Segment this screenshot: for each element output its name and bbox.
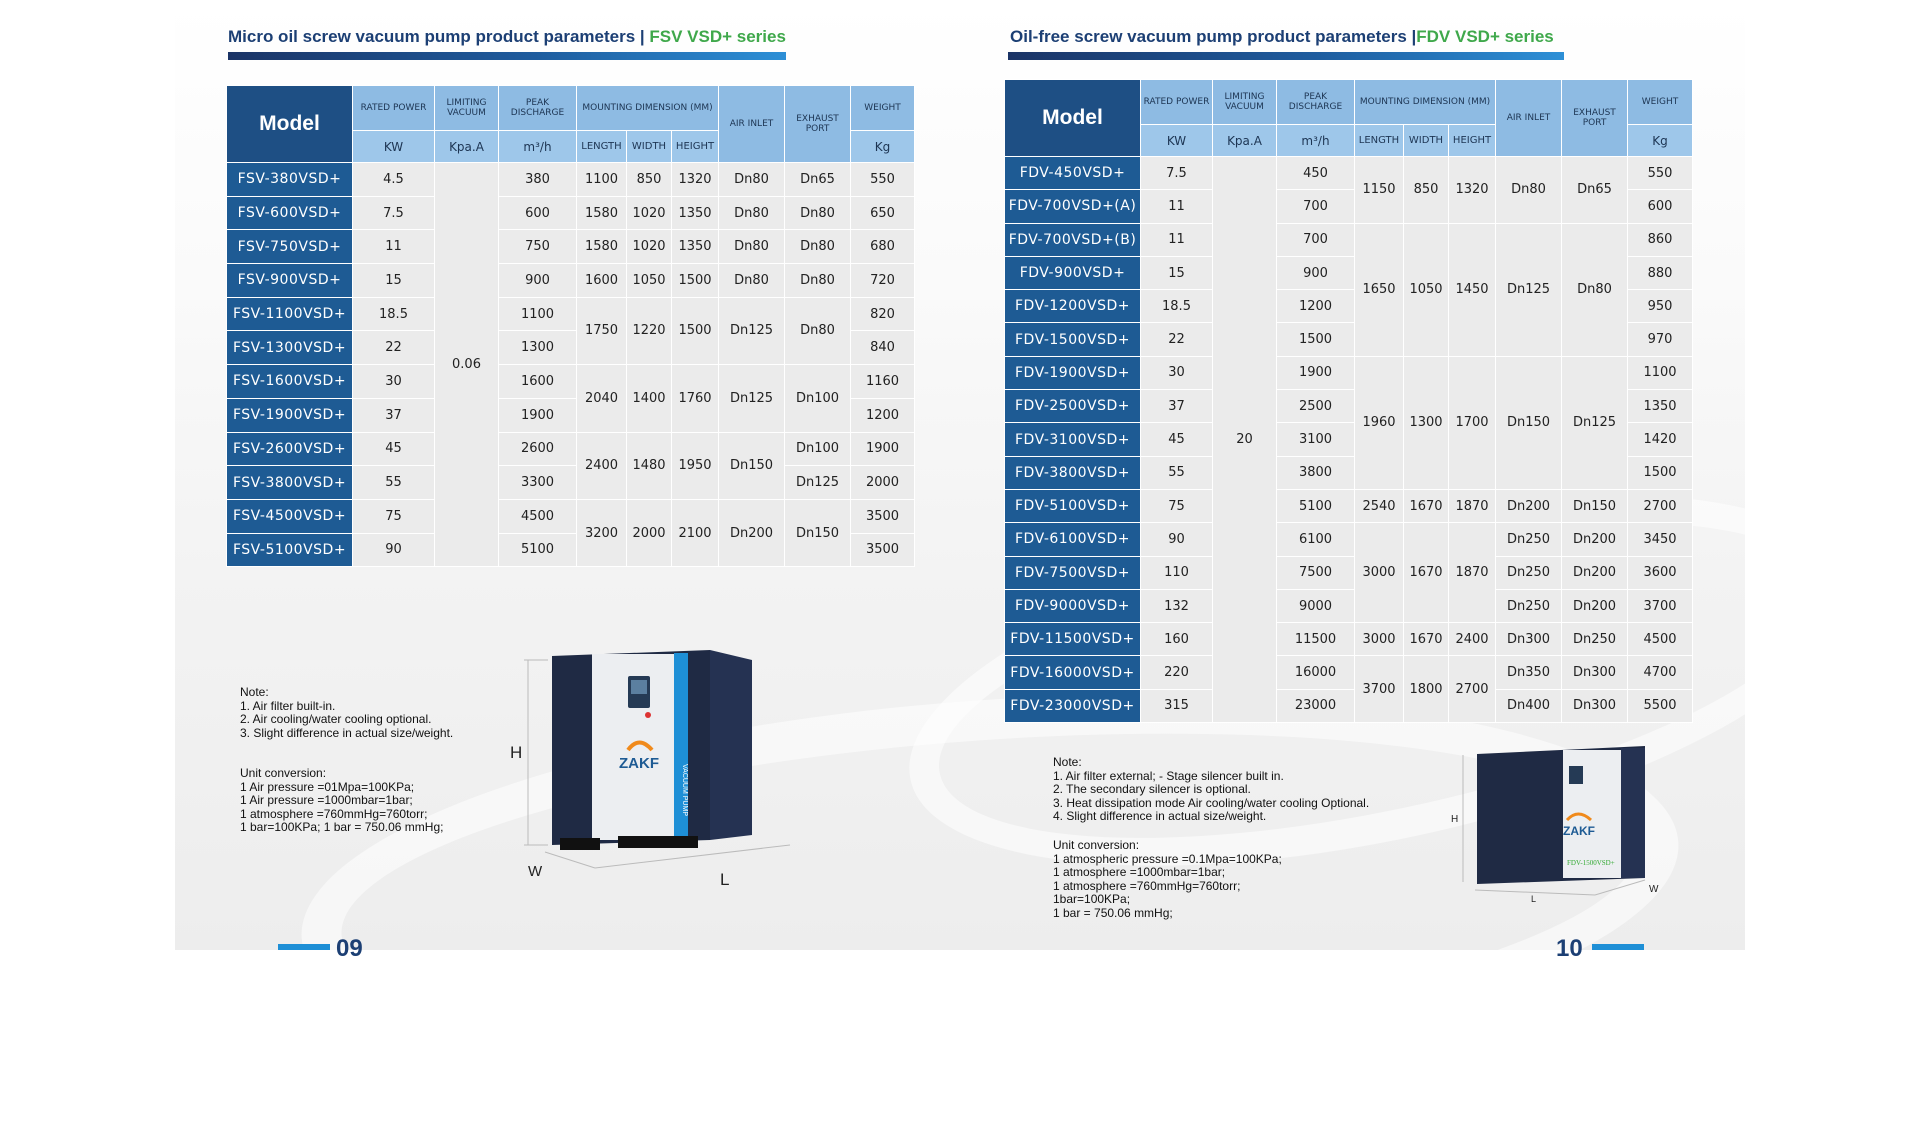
table-row bbox=[227, 466, 915, 500]
table-row bbox=[1005, 157, 1693, 190]
discharge-cell: 380 bbox=[499, 163, 577, 197]
power-cell: 15 bbox=[1141, 256, 1213, 289]
height-header: HEIGHT bbox=[1449, 125, 1496, 157]
left-notes: Note: 1. Air filter built-in. 2. Air cooling/water cooling optional. 3. Slight difference in actual size/weight. bbox=[240, 685, 454, 740]
exhaust-cell: Dn250 bbox=[1562, 623, 1628, 656]
exhaust-cell: Dn300 bbox=[1562, 689, 1628, 722]
air-inlet-header: AIR INLET bbox=[1496, 80, 1562, 157]
right-notes: Note: 1. Air filter external; - Stage silencer built in. 2. The secondary silencer is optional. 3. Heat dissipation mode Air cooling/water cooling Optional. 4. Slight difference in actual size/weight. bbox=[1053, 755, 1370, 823]
exhaust-cell: Dn80 bbox=[785, 297, 851, 364]
discharge-cell: 1600 bbox=[499, 365, 577, 399]
exhaust-cell: Dn80 bbox=[1562, 223, 1628, 356]
air-inlet-cell: Dn150 bbox=[719, 432, 785, 499]
height-cell: 1500 bbox=[672, 297, 719, 364]
discharge-cell: 1900 bbox=[1277, 356, 1355, 389]
table-row bbox=[227, 297, 915, 331]
discharge-cell: 3100 bbox=[1277, 423, 1355, 456]
width-cell: 1400 bbox=[627, 365, 672, 432]
power-cell: 55 bbox=[1141, 456, 1213, 489]
length-cell: 2040 bbox=[577, 365, 627, 432]
dim-h-label: H bbox=[510, 743, 523, 762]
height-cell: 1950 bbox=[672, 432, 719, 499]
discharge-cell: 1100 bbox=[499, 297, 577, 331]
power-cell: 37 bbox=[1141, 390, 1213, 423]
length-cell: 1960 bbox=[1355, 356, 1404, 489]
unit-kg: Kg bbox=[851, 131, 915, 163]
length-header: LENGTH bbox=[577, 131, 627, 163]
peak-discharge-header: PEAK DISCHARGE bbox=[499, 86, 577, 131]
power-cell: 110 bbox=[1141, 556, 1213, 589]
discharge-cell: 4500 bbox=[499, 499, 577, 533]
air-inlet-cell: Dn80 bbox=[719, 163, 785, 197]
exhaust-cell: Dn80 bbox=[785, 264, 851, 298]
table-row bbox=[227, 365, 915, 399]
vacuum-cell: 20 bbox=[1213, 157, 1277, 723]
model-cell: FDV-700VSD+(B) bbox=[1005, 223, 1141, 256]
table-row bbox=[1005, 589, 1693, 622]
model-cell: FSV-1600VSD+ bbox=[227, 365, 353, 399]
discharge-cell: 23000 bbox=[1277, 689, 1355, 722]
table-row bbox=[1005, 223, 1693, 256]
width-cell: 1480 bbox=[627, 432, 672, 499]
discharge-cell: 1300 bbox=[499, 331, 577, 365]
model-cell: FSV-900VSD+ bbox=[227, 264, 353, 298]
length-cell: 1650 bbox=[1355, 223, 1404, 356]
table-row bbox=[1005, 556, 1693, 589]
discharge-cell: 450 bbox=[1277, 157, 1355, 190]
page-number-bar bbox=[1592, 944, 1644, 950]
width-cell: 1220 bbox=[627, 297, 672, 364]
weight-cell: 3700 bbox=[1628, 589, 1693, 622]
model-cell: FDV-900VSD+ bbox=[1005, 256, 1141, 289]
weight-cell: 3600 bbox=[1628, 556, 1693, 589]
unit-kw: KW bbox=[353, 131, 435, 163]
height-header: HEIGHT bbox=[672, 131, 719, 163]
air-inlet-cell: Dn250 bbox=[1496, 589, 1562, 622]
model-cell: FDV-23000VSD+ bbox=[1005, 689, 1141, 722]
model-cell: FDV-3100VSD+ bbox=[1005, 423, 1141, 456]
table-row bbox=[227, 230, 915, 264]
table-row bbox=[1005, 523, 1693, 556]
model-header: Model bbox=[227, 86, 353, 163]
air-inlet-cell: Dn200 bbox=[719, 499, 785, 566]
weight-cell: 2700 bbox=[1628, 489, 1693, 522]
page-number-right: 10 bbox=[1556, 935, 1583, 962]
power-cell: 7.5 bbox=[353, 196, 435, 230]
air-inlet-cell: Dn250 bbox=[1496, 523, 1562, 556]
weight-cell: 4500 bbox=[1628, 623, 1693, 656]
exhaust-cell: Dn65 bbox=[785, 163, 851, 197]
limiting-vacuum-header: LIMITING VACUUM bbox=[435, 86, 499, 131]
model-cell: FDV-5100VSD+ bbox=[1005, 489, 1141, 522]
weight-cell: 880 bbox=[1628, 256, 1693, 289]
dim-l-label: L bbox=[1531, 894, 1537, 904]
table-row bbox=[227, 499, 915, 533]
model-cell: FSV-5100VSD+ bbox=[227, 533, 353, 567]
weight-cell: 550 bbox=[1628, 157, 1693, 190]
model-cell: FDV-1200VSD+ bbox=[1005, 290, 1141, 323]
dim-h-label: H bbox=[1451, 814, 1459, 825]
weight-cell: 2000 bbox=[851, 466, 915, 500]
table-row bbox=[1005, 623, 1693, 656]
length-cell: 3000 bbox=[1355, 523, 1404, 623]
discharge-cell: 7500 bbox=[1277, 556, 1355, 589]
mounting-dimension-header: MOUNTING DIMENSION (MM) bbox=[577, 86, 719, 131]
weight-cell: 1900 bbox=[851, 432, 915, 466]
unit-kpa: Kpa.A bbox=[435, 131, 499, 163]
discharge-cell: 1200 bbox=[1277, 290, 1355, 323]
discharge-cell: 3300 bbox=[499, 466, 577, 500]
length-cell: 1150 bbox=[1355, 157, 1404, 224]
height-cell: 1450 bbox=[1449, 223, 1496, 356]
dim-w-label: W bbox=[1649, 884, 1659, 895]
power-cell: 11 bbox=[353, 230, 435, 264]
discharge-cell: 700 bbox=[1277, 223, 1355, 256]
mounting-dimension-header: MOUNTING DIMENSION (MM) bbox=[1355, 80, 1496, 125]
table-row bbox=[1005, 656, 1693, 689]
width-cell: 1670 bbox=[1404, 523, 1449, 623]
air-inlet-header: AIR INLET bbox=[719, 86, 785, 163]
table-row bbox=[1005, 489, 1693, 522]
rated-power-header: RATED POWER bbox=[353, 86, 435, 131]
length-cell: 1580 bbox=[577, 196, 627, 230]
height-cell: 1500 bbox=[672, 264, 719, 298]
exhaust-cell: Dn200 bbox=[1562, 523, 1628, 556]
power-cell: 11 bbox=[1141, 190, 1213, 223]
air-inlet-cell: Dn150 bbox=[1496, 356, 1562, 489]
weight-cell: 550 bbox=[851, 163, 915, 197]
model-cell: FDV-9000VSD+ bbox=[1005, 589, 1141, 622]
page-number-bar bbox=[278, 944, 330, 950]
weight-cell: 970 bbox=[1628, 323, 1693, 356]
unit-m3h: m³/h bbox=[499, 131, 577, 163]
discharge-cell: 600 bbox=[499, 196, 577, 230]
exhaust-cell: Dn80 bbox=[785, 196, 851, 230]
exhaust-cell: Dn80 bbox=[785, 230, 851, 264]
discharge-cell: 900 bbox=[499, 264, 577, 298]
fsv-pump-illustration bbox=[500, 640, 810, 885]
left-section-title: Micro oil screw vacuum pump product parameters | FSV VSD+ series bbox=[228, 27, 786, 46]
air-inlet-cell: Dn125 bbox=[719, 365, 785, 432]
width-cell: 850 bbox=[1404, 157, 1449, 224]
table-row bbox=[227, 264, 915, 298]
side-label: VACUUM PUMP bbox=[681, 764, 688, 816]
length-header: LENGTH bbox=[1355, 125, 1404, 157]
weight-cell: 950 bbox=[1628, 290, 1693, 323]
length-cell: 1580 bbox=[577, 230, 627, 264]
width-cell: 1300 bbox=[1404, 356, 1449, 489]
model-cell: FSV-600VSD+ bbox=[227, 196, 353, 230]
right-section-title: Oil-free screw vacuum pump product parameters |FDV VSD+ series bbox=[1010, 27, 1554, 46]
weight-cell: 600 bbox=[1628, 190, 1693, 223]
weight-cell: 5500 bbox=[1628, 689, 1693, 722]
power-cell: 55 bbox=[353, 466, 435, 500]
model-cell: FDV-6100VSD+ bbox=[1005, 523, 1141, 556]
length-cell: 3700 bbox=[1355, 656, 1404, 723]
width-cell: 1020 bbox=[627, 230, 672, 264]
weight-cell: 1200 bbox=[851, 398, 915, 432]
power-cell: 90 bbox=[1141, 523, 1213, 556]
height-cell: 1700 bbox=[1449, 356, 1496, 489]
power-cell: 18.5 bbox=[1141, 290, 1213, 323]
model-cell: FSV-4500VSD+ bbox=[227, 499, 353, 533]
model-cell: FSV-750VSD+ bbox=[227, 230, 353, 264]
model-cell: FDV-2500VSD+ bbox=[1005, 390, 1141, 423]
right-title-underline bbox=[1008, 52, 1564, 60]
weight-cell: 720 bbox=[851, 264, 915, 298]
unit-m3h: m³/h bbox=[1277, 125, 1355, 157]
table-row bbox=[1005, 356, 1693, 389]
discharge-cell: 700 bbox=[1277, 190, 1355, 223]
unit-kpa: Kpa.A bbox=[1213, 125, 1277, 157]
height-cell: 1350 bbox=[672, 230, 719, 264]
weight-cell: 1500 bbox=[1628, 456, 1693, 489]
height-cell: 1320 bbox=[672, 163, 719, 197]
weight-cell: 4700 bbox=[1628, 656, 1693, 689]
height-cell: 2700 bbox=[1449, 656, 1496, 723]
table-row bbox=[227, 163, 915, 197]
model-header: Model bbox=[1005, 80, 1141, 157]
unit-kw: KW bbox=[1141, 125, 1213, 157]
discharge-cell: 5100 bbox=[1277, 489, 1355, 522]
weight-cell: 1100 bbox=[1628, 356, 1693, 389]
discharge-cell: 2500 bbox=[1277, 390, 1355, 423]
unit-kg: Kg bbox=[1628, 125, 1693, 157]
length-cell: 3200 bbox=[577, 499, 627, 566]
air-inlet-cell: Dn125 bbox=[719, 297, 785, 364]
weight-header: WEIGHT bbox=[1628, 80, 1693, 125]
weight-cell: 680 bbox=[851, 230, 915, 264]
power-cell: 45 bbox=[353, 432, 435, 466]
model-cell: FSV-1100VSD+ bbox=[227, 297, 353, 331]
left-unit-conversion: Unit conversion: 1 Air pressure =01Mpa=100KPa; 1 Air pressure =1000mbar=1bar; 1 atmosphere =760mmHg=760torr; 1 bar=100KPa; 1 bar = 750.06 mmHg; bbox=[240, 766, 444, 834]
exhaust-cell: Dn300 bbox=[1562, 656, 1628, 689]
model-cell: FDV-1900VSD+ bbox=[1005, 356, 1141, 389]
model-cell: FDV-16000VSD+ bbox=[1005, 656, 1141, 689]
air-inlet-cell: Dn400 bbox=[1496, 689, 1562, 722]
vacuum-cell: 0.06 bbox=[435, 163, 499, 567]
discharge-cell: 9000 bbox=[1277, 589, 1355, 622]
table-row bbox=[227, 432, 915, 466]
air-inlet-cell: Dn125 bbox=[1496, 223, 1562, 356]
weight-header: WEIGHT bbox=[851, 86, 915, 131]
discharge-cell: 1900 bbox=[499, 398, 577, 432]
width-header: WIDTH bbox=[627, 131, 672, 163]
fsv-spec-table bbox=[226, 85, 915, 567]
fdv-pump-illustration bbox=[1445, 740, 1670, 905]
exhaust-cell: Dn125 bbox=[785, 466, 851, 500]
fdv-spec-table bbox=[1004, 79, 1693, 723]
power-cell: 30 bbox=[1141, 356, 1213, 389]
exhaust-port-header: EXHAUST PORT bbox=[785, 86, 851, 163]
air-inlet-cell: Dn200 bbox=[1496, 489, 1562, 522]
exhaust-cell: Dn100 bbox=[785, 365, 851, 432]
air-inlet-cell: Dn80 bbox=[719, 196, 785, 230]
width-cell: 1670 bbox=[1404, 489, 1449, 522]
length-cell: 1750 bbox=[577, 297, 627, 364]
peak-discharge-header: PEAK DISCHARGE bbox=[1277, 80, 1355, 125]
power-cell: 7.5 bbox=[1141, 157, 1213, 190]
model-cell: FSV-2600VSD+ bbox=[227, 432, 353, 466]
power-cell: 315 bbox=[1141, 689, 1213, 722]
weight-cell: 860 bbox=[1628, 223, 1693, 256]
rated-power-header: RATED POWER bbox=[1141, 80, 1213, 125]
model-cell: FSV-380VSD+ bbox=[227, 163, 353, 197]
power-cell: 45 bbox=[1141, 423, 1213, 456]
air-inlet-cell: Dn350 bbox=[1496, 656, 1562, 689]
height-cell: 1870 bbox=[1449, 523, 1496, 623]
brand-logo: ZAKF bbox=[1563, 824, 1595, 838]
length-cell: 1600 bbox=[577, 264, 627, 298]
power-cell: 30 bbox=[353, 365, 435, 399]
weight-cell: 840 bbox=[851, 331, 915, 365]
table-row bbox=[1005, 689, 1693, 722]
model-cell: FDV-450VSD+ bbox=[1005, 157, 1141, 190]
weight-cell: 3500 bbox=[851, 499, 915, 533]
power-cell: 22 bbox=[353, 331, 435, 365]
width-cell: 1050 bbox=[627, 264, 672, 298]
power-cell: 132 bbox=[1141, 589, 1213, 622]
length-cell: 3000 bbox=[1355, 623, 1404, 656]
power-cell: 4.5 bbox=[353, 163, 435, 197]
height-cell: 1870 bbox=[1449, 489, 1496, 522]
length-cell: 2540 bbox=[1355, 489, 1404, 522]
power-cell: 90 bbox=[353, 533, 435, 567]
air-inlet-cell: Dn250 bbox=[1496, 556, 1562, 589]
exhaust-cell: Dn150 bbox=[785, 499, 851, 566]
weight-cell: 650 bbox=[851, 196, 915, 230]
model-cell: FSV-1900VSD+ bbox=[227, 398, 353, 432]
power-cell: 11 bbox=[1141, 223, 1213, 256]
weight-cell: 1420 bbox=[1628, 423, 1693, 456]
model-plate: FDV-1500VSD+ bbox=[1567, 859, 1615, 867]
height-cell: 2400 bbox=[1449, 623, 1496, 656]
page-number-left: 09 bbox=[336, 935, 363, 962]
model-cell: FSV-1300VSD+ bbox=[227, 331, 353, 365]
width-cell: 1020 bbox=[627, 196, 672, 230]
discharge-cell: 3800 bbox=[1277, 456, 1355, 489]
discharge-cell: 6100 bbox=[1277, 523, 1355, 556]
power-cell: 18.5 bbox=[353, 297, 435, 331]
width-cell: 1800 bbox=[1404, 656, 1449, 723]
exhaust-cell: Dn200 bbox=[1562, 589, 1628, 622]
limiting-vacuum-header: LIMITING VACUUM bbox=[1213, 80, 1277, 125]
width-cell: 2000 bbox=[627, 499, 672, 566]
model-cell: FDV-1500VSD+ bbox=[1005, 323, 1141, 356]
discharge-cell: 16000 bbox=[1277, 656, 1355, 689]
exhaust-cell: Dn65 bbox=[1562, 157, 1628, 224]
right-unit-conversion: Unit conversion: 1 atmospheric pressure =0.1Mpa=100KPa; 1 atmosphere =1000mbar=1bar; 1 atmosphere =760mmHg=760torr; 1bar=100KPa; 1 bar = 750.06 mmHg; bbox=[1053, 838, 1282, 920]
exhaust-cell: Dn150 bbox=[1562, 489, 1628, 522]
exhaust-port-header: EXHAUST PORT bbox=[1562, 80, 1628, 157]
model-cell: FDV-3800VSD+ bbox=[1005, 456, 1141, 489]
air-inlet-cell: Dn80 bbox=[719, 230, 785, 264]
width-header: WIDTH bbox=[1404, 125, 1449, 157]
power-cell: 75 bbox=[1141, 489, 1213, 522]
length-cell: 1100 bbox=[577, 163, 627, 197]
length-cell: 2400 bbox=[577, 432, 627, 499]
width-cell: 850 bbox=[627, 163, 672, 197]
discharge-cell: 1500 bbox=[1277, 323, 1355, 356]
width-cell: 1670 bbox=[1404, 623, 1449, 656]
power-cell: 22 bbox=[1141, 323, 1213, 356]
discharge-cell: 900 bbox=[1277, 256, 1355, 289]
power-cell: 220 bbox=[1141, 656, 1213, 689]
dim-w-label: W bbox=[528, 863, 543, 880]
air-inlet-cell: Dn80 bbox=[1496, 157, 1562, 224]
discharge-cell: 2600 bbox=[499, 432, 577, 466]
weight-cell: 3500 bbox=[851, 533, 915, 567]
model-cell: FDV-700VSD+(A) bbox=[1005, 190, 1141, 223]
power-cell: 160 bbox=[1141, 623, 1213, 656]
width-cell: 1050 bbox=[1404, 223, 1449, 356]
model-cell: FDV-7500VSD+ bbox=[1005, 556, 1141, 589]
exhaust-cell: Dn125 bbox=[1562, 356, 1628, 489]
exhaust-cell: Dn100 bbox=[785, 432, 851, 466]
table-row bbox=[227, 196, 915, 230]
discharge-cell: 750 bbox=[499, 230, 577, 264]
discharge-cell: 11500 bbox=[1277, 623, 1355, 656]
exhaust-cell: Dn200 bbox=[1562, 556, 1628, 589]
height-cell: 1760 bbox=[672, 365, 719, 432]
model-cell: FSV-3800VSD+ bbox=[227, 466, 353, 500]
weight-cell: 820 bbox=[851, 297, 915, 331]
brand-logo: ZAKF bbox=[619, 755, 659, 772]
dim-l-label: L bbox=[720, 870, 730, 885]
weight-cell: 1350 bbox=[1628, 390, 1693, 423]
weight-cell: 3450 bbox=[1628, 523, 1693, 556]
height-cell: 2100 bbox=[672, 499, 719, 566]
weight-cell: 1160 bbox=[851, 365, 915, 399]
power-cell: 75 bbox=[353, 499, 435, 533]
power-cell: 15 bbox=[353, 264, 435, 298]
height-cell: 1350 bbox=[672, 196, 719, 230]
model-cell: FDV-11500VSD+ bbox=[1005, 623, 1141, 656]
air-inlet-cell: Dn300 bbox=[1496, 623, 1562, 656]
height-cell: 1320 bbox=[1449, 157, 1496, 224]
air-inlet-cell: Dn80 bbox=[719, 264, 785, 298]
left-title-underline bbox=[228, 52, 786, 60]
power-cell: 37 bbox=[353, 398, 435, 432]
discharge-cell: 5100 bbox=[499, 533, 577, 567]
